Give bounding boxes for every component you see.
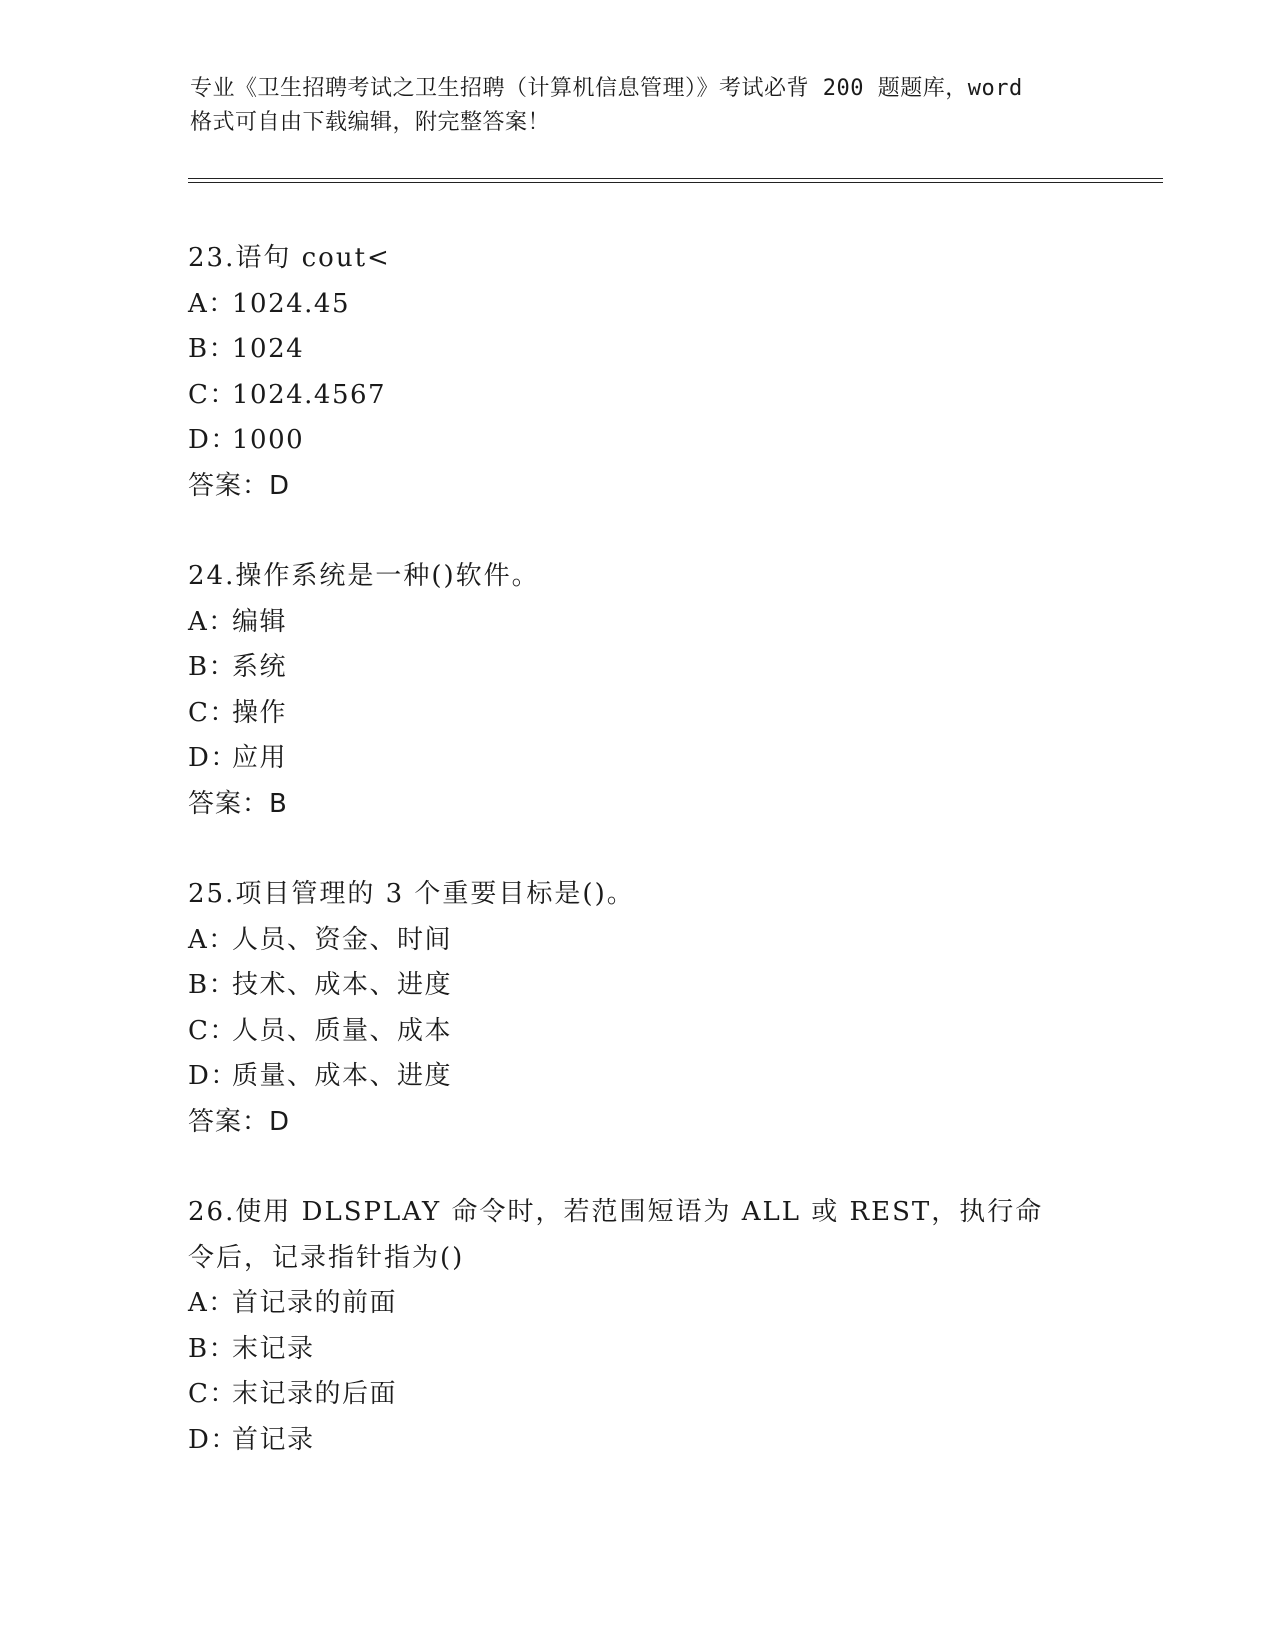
question-stem: 23.语句 cout< [188,243,391,273]
option-key: B： [188,1333,237,1364]
option-key: D： [188,743,238,773]
option-c [188,373,1088,419]
option-a [188,600,1088,646]
option-text: 末记录 [232,1333,315,1364]
option-key: A： [188,606,236,637]
answer-line: 答案：D [188,1106,291,1137]
option-text: 人员、资金、时间 [232,924,453,955]
option-key: A： [188,288,236,319]
option-text: 操作 [232,697,288,728]
option-b [188,645,1088,691]
option-key: B： [188,652,237,682]
header-line-1: 专业《卫生招聘考试之卫生招聘（计算机信息管理）》考试必背 200 题题库，word [190,76,1023,101]
answer-line: 答案：B [188,788,288,819]
option-b [188,1327,1088,1373]
option-key: A： [188,924,236,955]
option-a [188,918,1088,964]
option-b [188,327,1088,373]
option-key: B： [188,334,237,364]
option-text: 质量、成本、进度 [232,1061,453,1091]
option-text: 人员、质量、成本 [232,1015,453,1046]
option-a [188,282,1088,328]
option-b [188,963,1088,1009]
document-header [190,72,1090,140]
option-d [188,1418,1088,1464]
option-text: 技术、成本、进度 [232,970,453,1000]
question-24 [188,554,1088,827]
answer-line: 答案：D [188,470,291,501]
option-d [188,736,1088,782]
option-key: C： [188,697,237,728]
option-text: 首记录的前面 [232,1288,398,1318]
header-double-rule [188,178,1163,183]
option-text: 1024 [232,334,305,364]
option-key: C： [188,1015,237,1046]
question-23 [188,236,1088,509]
option-key: B： [188,970,237,1000]
question-stem: 26.使用 DLSPLAY 命令时，若范围短语为 ALL 或 REST，执行命令后，记录指针指为() [188,1197,1044,1273]
option-d [188,1054,1088,1100]
option-key: C： [188,1379,237,1409]
question-stem: 24.操作系统是一种()软件。 [188,561,540,591]
option-d [188,418,1088,464]
option-text: 系统 [232,652,288,682]
option-c [188,1372,1088,1418]
option-text: 1000 [232,425,305,455]
option-a [188,1281,1088,1327]
option-text: 编辑 [232,606,288,637]
option-key: C： [188,379,237,410]
option-key: D： [188,1061,238,1091]
option-c [188,1009,1088,1055]
option-key: D： [188,1424,238,1455]
option-key: D： [188,425,238,455]
question-26 [188,1190,1088,1463]
option-c [188,691,1088,737]
option-text: 1024.4567 [232,379,387,410]
option-text: 首记录 [232,1424,315,1455]
option-text: 1024.45 [232,288,351,319]
question-25 [188,872,1088,1145]
option-text: 末记录的后面 [232,1379,398,1409]
option-key: A： [188,1288,236,1318]
header-line-2: 格式可自由下载编辑，附完整答案！ [190,110,551,135]
question-list [188,236,1088,1508]
question-stem: 25.项目管理的 3 个重要目标是()。 [188,879,635,909]
option-text: 应用 [232,743,288,773]
